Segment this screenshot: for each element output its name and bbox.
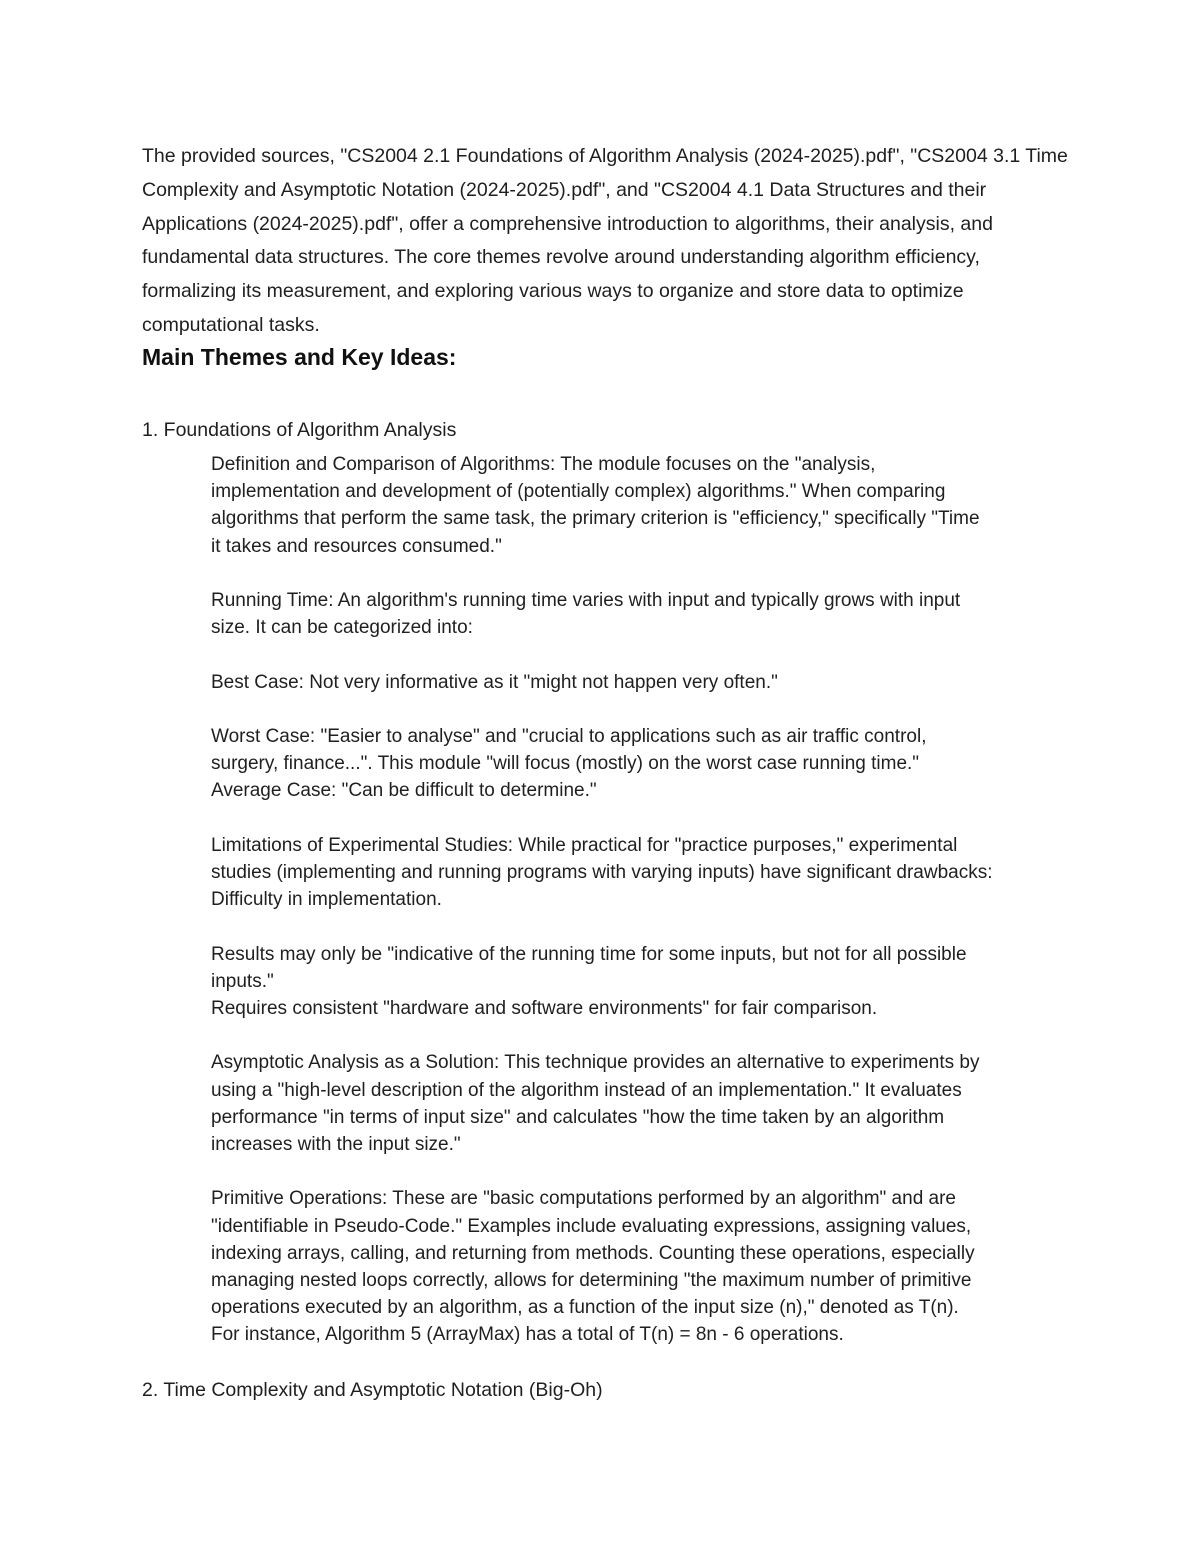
text-line: size. It can be categorized into: [211,617,473,639]
paragraph-primitive-operations [211,1185,1071,1348]
text-line: algorithms that perform the same task, the primary criterion is "efficiency," specifically "Time [211,508,980,530]
text-line: it takes and resources consumed." [211,535,502,557]
text-line: Requires consistent "hardware and software environments" for fair comparison. [211,997,878,1019]
text-line: indexing arrays, calling, and returning from methods. Counting these operations, especially [211,1242,975,1264]
text-line: "identifiable in Pseudo-Code." Examples include evaluating expressions, assigning values, [211,1215,972,1237]
text-line: Worst Case: "Easier to analyse" and "crucial to applications such as air traffic control, [211,725,927,747]
main-themes-heading: Main Themes and Key Ideas: [142,344,457,370]
text-line: Difficulty in implementation. [211,889,442,911]
paragraph-best-case [211,669,1071,696]
text-line: Running Time: An algorithm's running time varies with input and typically grows with input [211,590,961,611]
text-line: operations executed by an algorithm, as a function of the input size (n)," denoted as T(n). [211,1297,959,1319]
text-line: studies (implementing and running programs with varying inputs) have significant drawbacks: [211,861,993,883]
paragraph-running-time [211,587,1071,641]
paragraph-limitations [211,832,1071,914]
text-line: Limitations of Experimental Studies: While practical for "practice purposes," experimental [211,834,958,856]
section-1-body [211,451,1071,1376]
text-line: implementation and development of (potentially complex) algorithms." When comparing [211,481,946,503]
paragraph-definition [211,451,1071,560]
text-line: Best Case: Not very informative as it "might not happen very often." [211,671,778,693]
text-line: For instance, Algorithm 5 (ArrayMax) has a total of T(n) = 8n - 6 operations. [211,1324,844,1346]
paragraph-results [211,941,1071,1023]
text-line: managing nested loops correctly, allows for determining "the maximum number of primitive [211,1269,972,1291]
intro-paragraph: The provided sources, "CS2004 2.1 Foundations of Algorithm Analysis (2024-2025).pdf", "CS2004 3.1 Time Complexity and Asymptotic Notation (2024-2025).pdf", and "CS2004 4.1 Data Structures and their Applications (2024-2025).pdf", offer a comprehensive introduction to algorithms, their analysis, and fundamental data structures. The core themes revolve around understanding algorithm efficiency, formalizing its measurement, and exploring various ways to organize and store data to optimize computational tasks. [142,145,1068,336]
section-2-title: 2. Time Complexity and Asymptotic Notation (Big-Oh) [142,1379,603,1401]
text-line: Average Case: "Can be difficult to determine." [211,780,597,802]
text-line: Results may only be "indicative of the running time for some inputs, but not for all possible [211,943,967,965]
text-line: using a "high-level description of the algorithm instead of an implementation." It evaluates [211,1079,962,1101]
text-line: Asymptotic Analysis as a Solution: This technique provides an alternative to experiments by [211,1052,980,1074]
text-line: increases with the input size." [211,1133,461,1155]
text-line: performance "in terms of input size" and calculates "how the time taken by an algorithm [211,1106,945,1128]
text-line: inputs." [211,970,274,992]
text-line: Primitive Operations: These are "basic computations performed by an algorithm" and are [211,1188,956,1210]
paragraph-worst-case [211,723,1071,805]
text-line: Definition and Comparison of Algorithms: The module focuses on the "analysis, [211,454,876,475]
text-line: surgery, finance...". This module "will focus (mostly) on the worst case running time." [211,753,920,775]
paragraph-asymptotic-analysis [211,1049,1071,1158]
section-1-title: 1. Foundations of Algorithm Analysis [142,419,457,441]
